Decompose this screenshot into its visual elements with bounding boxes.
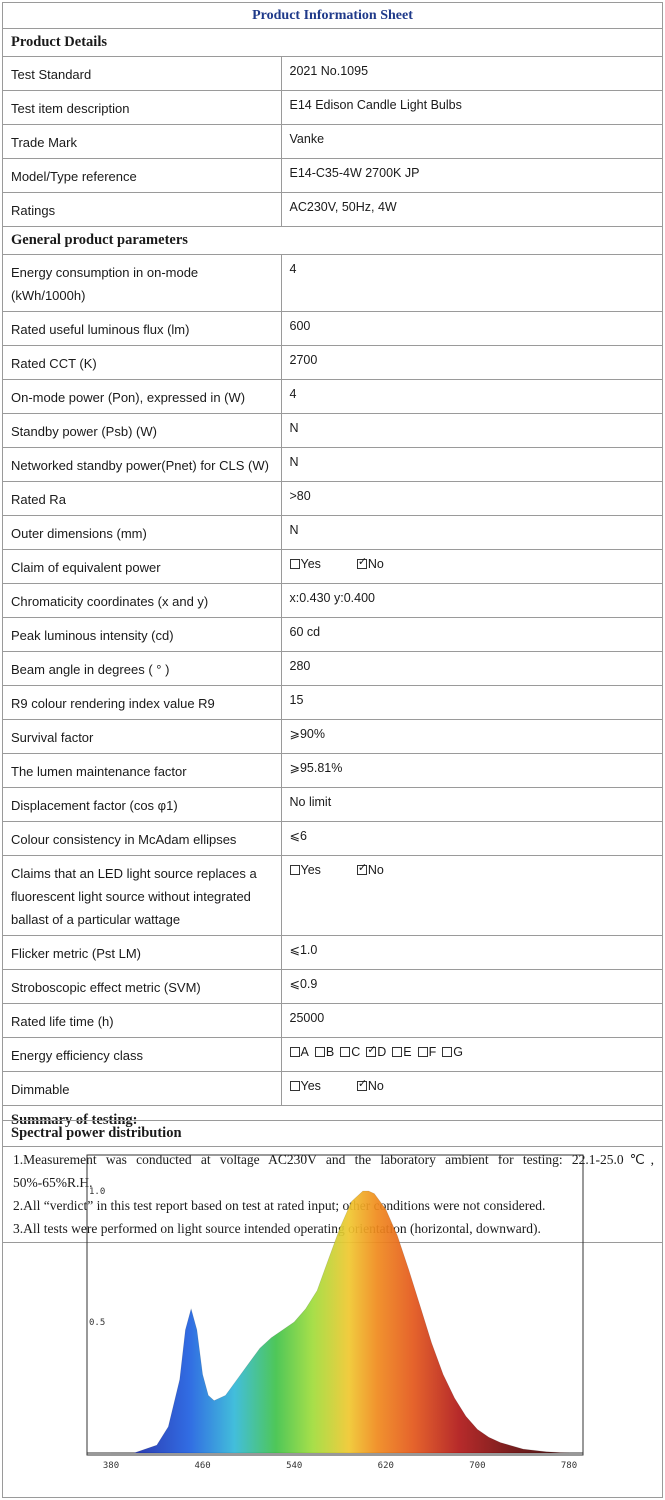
option-label: Yes: [300, 863, 321, 877]
param-label: Trade Mark: [3, 125, 281, 159]
option: [315, 1044, 334, 1061]
summary-line-2: 2.All “verdict” in this test report based on test at rated input; other conditions were not considered.: [13, 1198, 546, 1213]
option: [366, 1044, 386, 1061]
table-row: [3, 1004, 662, 1038]
checked-box-icon: [357, 865, 367, 875]
checkbox-icon: [290, 559, 300, 569]
param-label: Claim of equivalent power: [3, 550, 281, 584]
table-row: [3, 720, 662, 754]
option-label: Yes: [300, 1079, 321, 1093]
param-label: Peak luminous intensity (cd): [3, 618, 281, 652]
param-value: 2700: [281, 346, 662, 380]
checkbox-icon: [315, 1047, 325, 1057]
checkbox-icon: [392, 1047, 402, 1057]
table-row: [3, 1038, 662, 1072]
option: [357, 862, 384, 879]
param-value: Vanke: [281, 125, 662, 159]
param-value: 2021 No.1095: [281, 57, 662, 91]
table-row: [3, 193, 662, 227]
option-label: No: [367, 863, 384, 877]
x-tick-label: 620: [377, 1461, 394, 1471]
param-label: Displacement factor (cos φ1): [3, 788, 281, 822]
param-label: Colour consistency in McAdam ellipses: [3, 822, 281, 856]
option-label: No: [367, 1079, 384, 1093]
y-tick-label: 1.0: [89, 1187, 106, 1197]
spectral-section: [2, 1120, 663, 1498]
param-value: 15: [281, 686, 662, 720]
spectral-heading: Spectral power distribution: [3, 1121, 662, 1147]
checked-box-icon: [357, 1081, 367, 1091]
option-label: No: [367, 557, 384, 571]
param-label: Standby power (Psb) (W): [3, 414, 281, 448]
param-value: E14-C35-4W 2700K JP: [281, 159, 662, 193]
param-label: Flicker metric (Pst LM): [3, 936, 281, 970]
param-value: [281, 856, 662, 936]
option-label: B: [325, 1045, 335, 1059]
option-label: A: [300, 1045, 309, 1059]
x-tick-label: 460: [194, 1461, 211, 1471]
param-value: ⩽0.9: [281, 970, 662, 1004]
table-row: [3, 686, 662, 720]
table-row: [3, 159, 662, 193]
x-tick-label: 380: [102, 1461, 120, 1471]
table-row: [3, 57, 662, 91]
table-row: [3, 822, 662, 856]
param-value: 25000: [281, 1004, 662, 1038]
param-value: 60 cd: [281, 618, 662, 652]
checkbox-icon: [340, 1047, 350, 1057]
x-tick-label: 540: [286, 1461, 303, 1471]
table-row: [3, 584, 662, 618]
general-parameters-table: [3, 255, 662, 1106]
table-row: [3, 856, 662, 936]
summary-line-1: 1.Measurement was conducted at voltage AC230V and the laboratory ambient for testing: 22.1-25.0℃, 50%-65%R.H.: [13, 1152, 654, 1190]
summary-line-3: 3.All tests were performed on light source intended operating orientation (horizontal, downward).: [13, 1221, 541, 1236]
table-row: [3, 550, 662, 584]
param-value: N: [281, 414, 662, 448]
param-label: Dimmable: [3, 1072, 281, 1106]
param-label: Chromaticity coordinates (x and y): [3, 584, 281, 618]
param-label: Model/Type reference: [3, 159, 281, 193]
param-label: Energy consumption in on-mode (kWh/1000h): [3, 255, 281, 312]
option: [340, 1044, 360, 1061]
option: [290, 1078, 321, 1095]
option: [290, 862, 321, 879]
option: [357, 1078, 384, 1095]
general-parameters-heading: General product parameters: [3, 227, 662, 255]
param-label: Ratings: [3, 193, 281, 227]
option-label: F: [428, 1045, 437, 1059]
param-value: >80: [281, 482, 662, 516]
param-label: The lumen maintenance factor: [3, 754, 281, 788]
table-row: [3, 91, 662, 125]
checkbox-icon: [442, 1047, 452, 1057]
table-row: [3, 1072, 662, 1106]
checkbox-icon: [290, 1081, 300, 1091]
param-value: ⩽1.0: [281, 936, 662, 970]
param-label: Claims that an LED light source replaces a fluorescent light source without integrated ballast of a particular wattage: [3, 856, 281, 936]
param-value: 4: [281, 380, 662, 414]
param-label: Survival factor: [3, 720, 281, 754]
x-tick-label: 780: [560, 1461, 578, 1471]
param-label: Rated life time (h): [3, 1004, 281, 1038]
spd-curve-area: [111, 1191, 569, 1453]
product-details-heading: Product Details: [3, 29, 662, 57]
table-row: [3, 652, 662, 686]
option: [290, 1044, 309, 1061]
param-label: Stroboscopic effect metric (SVM): [3, 970, 281, 1004]
param-value: [281, 1072, 662, 1106]
checkbox-icon: [418, 1047, 428, 1057]
param-label: Beam angle in degrees ( ° ): [3, 652, 281, 686]
table-row: [3, 125, 662, 159]
param-value: AC230V, 50Hz, 4W: [281, 193, 662, 227]
param-label: Test Standard: [3, 57, 281, 91]
param-label: R9 colour rendering index value R9: [3, 686, 281, 720]
param-label: Test item description: [3, 91, 281, 125]
param-label: Networked standby power(Pnet) for CLS (W): [3, 448, 281, 482]
product-details-table: [3, 57, 662, 227]
param-label: Outer dimensions (mm): [3, 516, 281, 550]
param-value: N: [281, 448, 662, 482]
table-row: [3, 346, 662, 380]
table-row: [3, 255, 662, 312]
param-value: ⩾90%: [281, 720, 662, 754]
table-row: [3, 312, 662, 346]
table-row: [3, 936, 662, 970]
param-value: 280: [281, 652, 662, 686]
table-row: [3, 448, 662, 482]
param-value: N: [281, 516, 662, 550]
checked-box-icon: [357, 559, 367, 569]
option-label: Yes: [300, 557, 321, 571]
param-value: ⩾95.81%: [281, 754, 662, 788]
table-row: [3, 380, 662, 414]
param-label: On-mode power (Pon), expressed in (W): [3, 380, 281, 414]
option: [418, 1044, 437, 1061]
param-value: [281, 550, 662, 584]
param-label: Energy efficiency class: [3, 1038, 281, 1072]
param-value: 4: [281, 255, 662, 312]
param-label: Rated CCT (K): [3, 346, 281, 380]
table-row: [3, 788, 662, 822]
option: [290, 556, 321, 573]
table-row: [3, 618, 662, 652]
param-value: ⩽6: [281, 822, 662, 856]
table-row: [3, 754, 662, 788]
spectral-chart: [3, 1147, 662, 1497]
checked-box-icon: [366, 1047, 376, 1057]
option: [392, 1044, 411, 1061]
param-value: [281, 1038, 662, 1072]
table-row: [3, 482, 662, 516]
option: [357, 556, 384, 573]
sheet-title: Product Information Sheet: [3, 3, 662, 29]
param-value: 600: [281, 312, 662, 346]
product-information-sheet: [2, 2, 663, 1243]
option: [442, 1044, 463, 1061]
checkbox-icon: [290, 865, 300, 875]
param-value: E14 Edison Candle Light Bulbs: [281, 91, 662, 125]
summary-heading: Summary of testing:: [11, 1112, 138, 1128]
table-row: [3, 516, 662, 550]
option-label: G: [453, 1045, 463, 1059]
param-label: Rated useful luminous flux (lm): [3, 312, 281, 346]
y-tick-label: 0.5: [89, 1318, 106, 1328]
x-tick-label: 700: [469, 1461, 486, 1471]
option-label: C: [351, 1045, 361, 1059]
table-row: [3, 970, 662, 1004]
option-label: E: [403, 1045, 412, 1059]
option-label: D: [377, 1045, 387, 1059]
param-value: x:0.430 y:0.400: [281, 584, 662, 618]
table-row: [3, 414, 662, 448]
checkbox-icon: [290, 1047, 300, 1057]
param-label: Rated Ra: [3, 482, 281, 516]
param-value: No limit: [281, 788, 662, 822]
